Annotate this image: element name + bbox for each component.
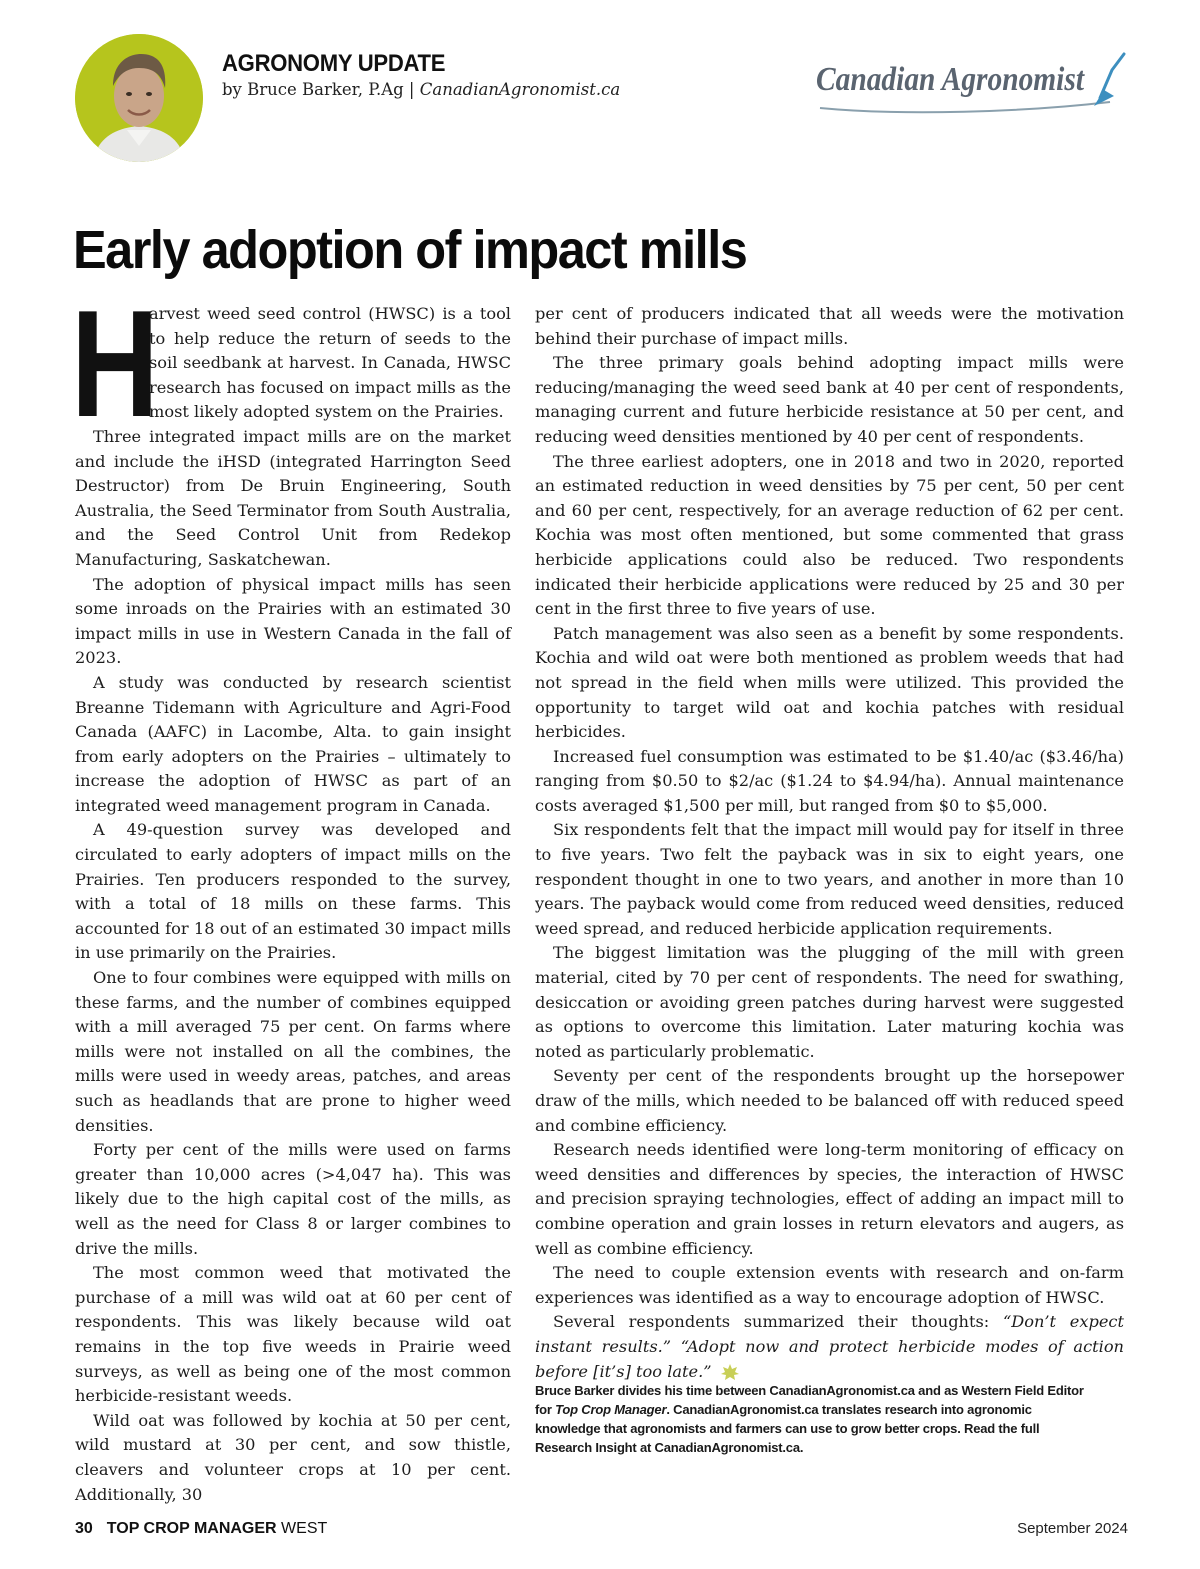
article-column-right <box>535 302 1124 1384</box>
leaf-icon <box>720 1363 740 1381</box>
body-paragraph: Forty per cent of the mills were used on farms greater than 10,000 acres (>4,047 ha). This was likely due to the high capital cost of the mills, as well as the need for Class 8 or larger combines to drive the mills. <box>75 1140 511 1258</box>
body-paragraph: Six respondents felt that the impact mill would pay for itself in three to five years. Two felt the payback was in six to eight years, one respondent thought in one to two years, and another in more than 10 years. The payback would come from reduced weed densities, reduced weed spread, and reduced herbicide application requirements. <box>535 820 1124 938</box>
section-label: AGRONOMY UPDATE <box>222 50 446 77</box>
trowel-icon <box>1094 54 1124 106</box>
body-paragraph: The need to couple extension events with research and on-farm experiences was identified as a way to encourage adoption of HWSC. <box>535 1263 1124 1307</box>
page-footer-left <box>75 1520 327 1538</box>
author-bio <box>535 1381 1095 1457</box>
body-paragraph: Seventy per cent of the respondents brought up the horsepower draw of the mills, which needed to be balanced off with reduced speed and combine efficiency. <box>535 1066 1124 1135</box>
drop-cap: H <box>71 279 159 449</box>
closing-quotes: “Don’t expect instant results.” “Adopt now and protect herbicide modes of action before [it’s] too late.” <box>535 1312 1124 1381</box>
footer-edition: WEST <box>276 1520 328 1537</box>
body-paragraph: Increased fuel consumption was estimated to be $1.40/ac ($3.46/ha) ranging from $0.50 to $2/ac ($1.24 to $4.94/ha). Annual maintenance costs averaged $1,500 per mill, but ranged from $0 to $5,000. <box>535 746 1124 815</box>
bio-text-2: . CanadianAgronomist.ca translates research into agronomic knowledge that agronomists and farmers can use to grow better crops. Read the full Research Insight at CanadianAgronomist.ca. <box>535 1402 1040 1455</box>
body-paragraph: The biggest limitation was the plugging of the mill with green material, cited by 70 per cent of respondents. The need for swathing, desiccation or avoiding green patches during harvest were suggested as options to overcome this limitation. Later maturing kochia was noted as particularly problematic. <box>535 943 1124 1061</box>
body-paragraph: Research needs identified were long-term monitoring of efficacy on weed densities and differences by species, the interaction of HWSC and precision spraying technologies, effect of adding an impact mill to combine operation and grain losses in return elevators and augers, as well as combine efficiency. <box>535 1140 1124 1258</box>
body-paragraph: Three integrated impact mills are on the market and include the iHSD (integrated Harrington Seed Destructor) from De Bruin Engineering, South Australia, the Seed Terminator from South Australia, and the Seed Control Unit from Redekop Manufacturing, Saskatchewan. <box>75 426 511 569</box>
bio-text-1: Bruce Barker divides his time between CanadianAgronomist.ca and as Western Field Editor for <box>535 1383 1084 1417</box>
body-paragraph: One to four combines were equipped with mills on these farms, and the number of combines equipped with a mill averaged 75 per cent. On farms where mills were not installed on all the combines, the mills were used in weedy areas, patches, and areas such as headlands that are prone to higher weed densities. <box>75 968 511 1135</box>
bio-magazine: Top Crop Manager <box>555 1402 667 1417</box>
body-paragraph: A study was conducted by research scientist Breanne Tidemann with Agriculture and Agri-Food Canada (AAFC) in Lacombe, Alta. to gain insight from early adopters on the Prairies – ultimately to increase the adoption of HWSC as part of an integrated weed management program in Canada. <box>75 672 511 815</box>
page-number: 30 <box>75 1520 93 1537</box>
body-paragraph: The three earliest adopters, one in 2018 and two in 2020, reported an estimated reduction in weed densities by 75 per cent, 50 per cent and 60 per cent, respectively, for an average reduction of 62 per cent. Kochia was most often mentioned, but some commented that grass herbicide applications could also be reduced. Two respondents indicated their herbicide applications were reduced by 25 and 30 per cent in the first three to five years of use. <box>535 451 1124 619</box>
lead-paragraph <box>71 279 511 449</box>
byline <box>222 80 620 99</box>
article-column-left <box>71 279 511 1507</box>
logo-text: Canadian Agronomist <box>816 61 1086 98</box>
body-paragraph-continued: per cent of producers indicated that all weeds were the motivation behind their purchase of impact mills. <box>535 304 1124 348</box>
body-paragraph: The three primary goals behind adopting impact mills were reducing/managing the weed seed bank at 40 per cent of respondents, managing current and future herbicide resistance at 50 per cent, and reducing weed densities mentioned by 40 per cent of respondents. <box>535 353 1124 446</box>
closing-lead: Several respondents summarized their thoughts: <box>553 1312 1003 1332</box>
footer-magazine-name: TOP CROP MANAGER <box>106 1520 277 1537</box>
canadian-agronomist-logo <box>814 46 1130 116</box>
author-photo <box>75 34 203 162</box>
body-paragraph: Wild oat was followed by kochia at 50 per cent, wild mustard at 30 per cent, and sow thistle, cleavers and volunteer crops at 10 per cent. Additionally, 30 <box>75 1410 511 1504</box>
byline-site: CanadianAgronomist.ca <box>419 80 621 99</box>
body-paragraph: The most common weed that motivated the purchase of a mill was wild oat at 60 per cent of respondents. This was likely because wild oat remains in the top five weeds in Prairie weed surveys, as well as being one of the most common herbicide-resistant weeds. <box>75 1263 511 1406</box>
article-headline: Early adoption of impact mills <box>73 220 747 280</box>
body-paragraph: A 49-question survey was developed and circulated to early adopters of impact mills on the Prairies. Ten producers responded to the survey, with a total of 18 mills on these farms. This accounted for 18 out of an estimated 30 impact mills in use primarily on the Prairies. <box>75 820 511 963</box>
issue-date: September 2024 <box>1017 1520 1128 1537</box>
body-paragraph: Patch management was also seen as a benefit by some respondents. Kochia and wild oat were both mentioned as problem weeds that had not spread in the field when mills were utilized. This provided the opportunity to target wild oat and kochia patches with residual herbicides. <box>535 623 1124 742</box>
body-paragraph: The adoption of physical impact mills has seen some inroads on the Prairies with an estimated 30 impact mills in use in Western Canada in the fall of 2023. <box>75 574 511 668</box>
article-header <box>222 50 620 99</box>
author-portrait-icon <box>75 34 203 162</box>
closing-paragraph <box>535 1310 1124 1384</box>
byline-author: by Bruce Barker, P.Ag | <box>222 80 420 99</box>
lead-paragraph-text: arvest weed seed control (HWSC) is a tool to help reduce the return of seeds to the soil seedbank at harvest. In Canada, HWSC research has focused on impact mills as the most likely adopted system on the Prairies. <box>149 304 511 422</box>
